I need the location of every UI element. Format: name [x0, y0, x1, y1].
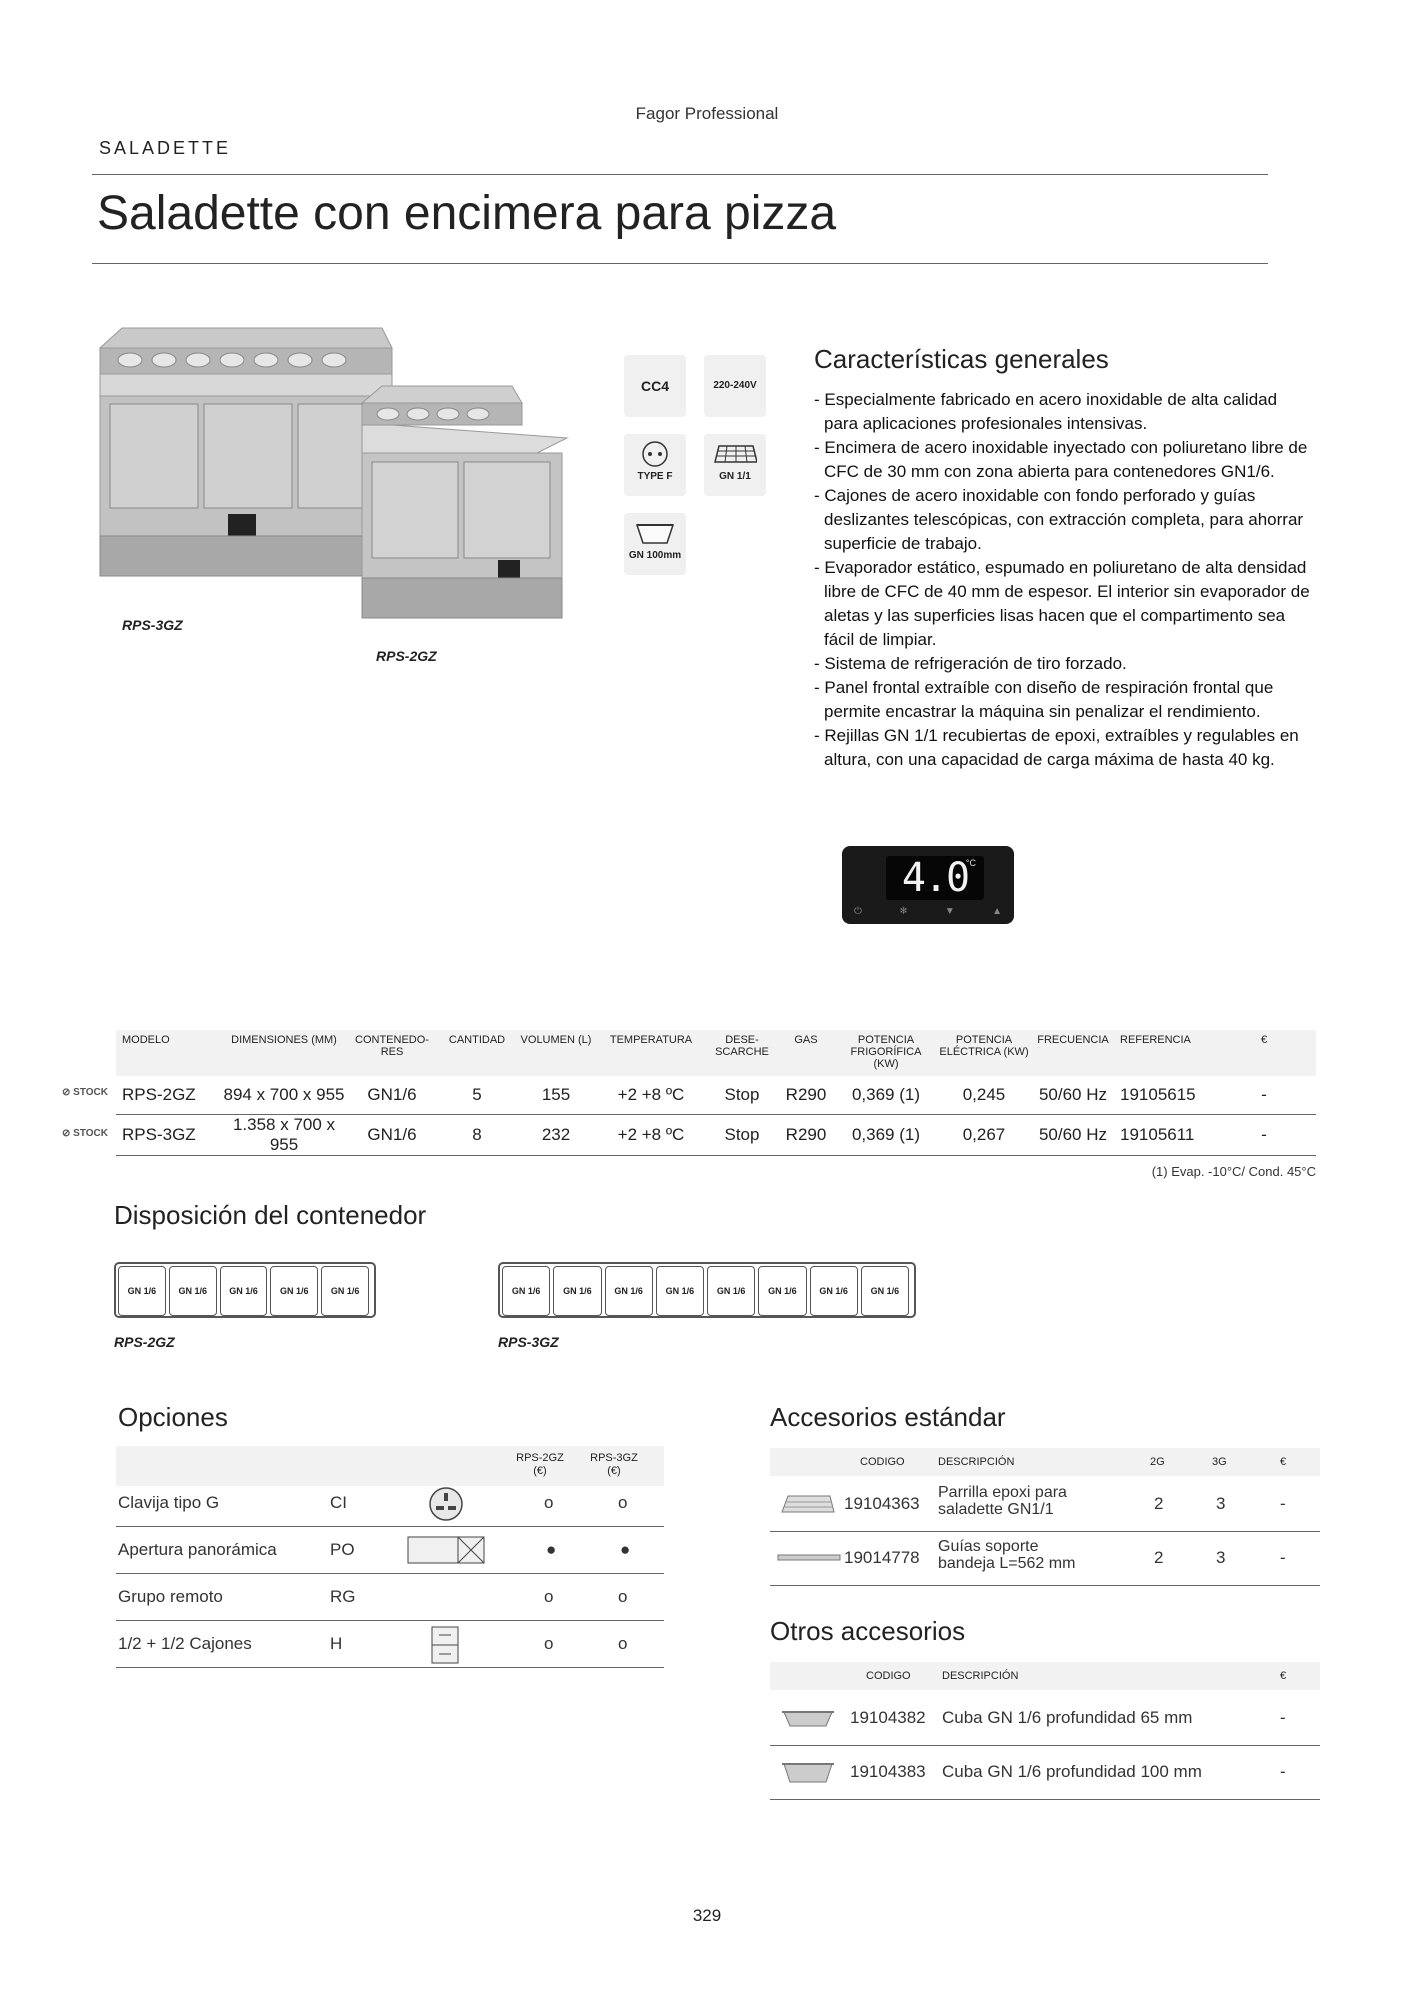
gn-container-cell: GN 1/6	[118, 1266, 166, 1316]
option-name: Apertura panorámica	[118, 1540, 277, 1559]
cell-contenedores: GN1/6	[348, 1115, 436, 1156]
power-icon: ⏻	[854, 906, 862, 917]
options-col-rps-2gz	[510, 1452, 570, 1478]
rps-3gz-image	[100, 328, 392, 576]
option-value-rps-2gz: o	[544, 1493, 554, 1512]
gn11-badge	[704, 434, 766, 496]
spec-header-row	[116, 1030, 1316, 1076]
feature-item: - Sistema de refrigeración de tiro forzado.	[814, 654, 1127, 673]
cell-modelo: RPS-3GZ	[116, 1115, 220, 1156]
cell-cantidad: 5	[436, 1076, 518, 1115]
drawers-icon	[430, 1625, 460, 1665]
option-code: H	[330, 1634, 343, 1653]
cell-referencia: 19105611	[1114, 1115, 1212, 1156]
photo-caption-rps-2gz: RPS-2GZ	[376, 648, 437, 664]
accessory-code: 19014778	[844, 1548, 920, 1567]
col-potencia-frigorifica: POTENCIA FRIGORÍFICA (KW)	[836, 1030, 936, 1076]
gn-container-cell: GN 1/6	[220, 1266, 268, 1316]
uk-plug-icon	[428, 1486, 464, 1522]
cell-potencia-frigorifica: 0,369 (1)	[836, 1076, 936, 1115]
gn-container-cell: GN 1/6	[656, 1266, 704, 1316]
container-layout-rps-2gz	[114, 1262, 376, 1318]
col-temperatura: TEMPERATURA	[594, 1030, 708, 1076]
accessory-price: -	[1280, 1708, 1286, 1727]
cell-contenedores: GN1/6	[348, 1076, 436, 1115]
stock-badge	[62, 1128, 108, 1139]
gn-container-cell: GN 1/6	[169, 1266, 217, 1316]
page-title: Saladette con encimera para pizza	[97, 187, 837, 240]
feature-item: - Evaporador estático, espumado en poliuretano de alta densidad libre de CFC de 40 mm de espesor. El interior sin evaporador de aletas y las superficies lisas hacen que el compartimento sea fácil de limpiar.	[814, 558, 1310, 649]
cell-price: -	[1212, 1115, 1316, 1156]
gastronorm-pan-icon	[633, 519, 677, 547]
tray-runner-icon	[776, 1550, 842, 1566]
stock-icon: ⊘	[62, 1128, 71, 1139]
layout-caption-rps-3gz: RPS-3GZ	[498, 1334, 559, 1350]
stock-badge	[62, 1087, 108, 1098]
col-potencia-electrica: POTENCIA ELÉCTRICA (KW)	[936, 1030, 1032, 1076]
accessory-desc: Cuba GN 1/6 profundidad 65 mm	[942, 1708, 1193, 1727]
accessory-code: 19104363	[844, 1494, 920, 1513]
gn-container-cell: GN 1/6	[810, 1266, 858, 1316]
table-row	[770, 1478, 1320, 1532]
option-name: Clavija tipo G	[118, 1493, 220, 1512]
gn-container-cell: GN 1/6	[270, 1266, 318, 1316]
option-code: PO	[330, 1540, 355, 1559]
cell-temperatura: +2 +8 ºC	[594, 1076, 708, 1115]
table-row	[770, 1746, 1320, 1800]
option-value-rps-2gz: o	[544, 1587, 554, 1606]
cell-referencia: 19105615	[1114, 1076, 1212, 1115]
col-volumen: VOLUMEN (L)	[518, 1030, 594, 1076]
accessory-price: -	[1280, 1762, 1286, 1781]
col-frecuencia: FRECUENCIA	[1032, 1030, 1114, 1076]
col-cantidad: CANTIDAD	[436, 1030, 518, 1076]
cc4-badge: CC4	[624, 355, 686, 417]
layout-caption-rps-2gz: RPS-2GZ	[114, 1334, 175, 1350]
options-col-rps-3gz	[584, 1452, 644, 1478]
page-number: 329	[692, 1906, 722, 1925]
col-contenedores: CONTENEDO-RES	[348, 1030, 436, 1076]
accessory-desc-line: bandeja L=562 mm	[938, 1555, 1076, 1572]
gn11-label: GN 1/1	[719, 471, 751, 482]
col-referencia: REFERENCIA	[1114, 1030, 1212, 1076]
accessory-code: 19104383	[850, 1762, 926, 1781]
col-dimensiones: DIMENSIONES (MM)	[220, 1030, 348, 1076]
features-title: Características generales	[814, 344, 1109, 374]
cell-gas: R290	[776, 1076, 836, 1115]
col-price: €	[1212, 1030, 1316, 1076]
table-row	[116, 1115, 1316, 1156]
stock-icon: ⊘	[62, 1087, 71, 1098]
cell-volumen: 155	[518, 1076, 594, 1115]
gn-container-cell: GN 1/6	[502, 1266, 550, 1316]
divider	[92, 174, 1268, 175]
option-name: Grupo remoto	[118, 1587, 223, 1606]
thermostat-display	[842, 846, 1014, 924]
option-row	[116, 1621, 664, 1668]
cell-dimensiones: 1.358 x 700 x 955	[220, 1115, 348, 1156]
spec-table	[116, 1030, 1316, 1156]
accessory-price: -	[1280, 1548, 1286, 1567]
gastronorm-pan-icon	[780, 1704, 836, 1732]
option-value-rps-2gz: ●	[546, 1540, 557, 1559]
accessory-desc: Cuba GN 1/6 profundidad 100 mm	[942, 1762, 1202, 1781]
options-title: Opciones	[118, 1402, 228, 1432]
option-row	[116, 1480, 664, 1527]
cell-cantidad: 8	[436, 1115, 518, 1156]
cell-modelo: RPS-2GZ	[116, 1076, 220, 1115]
header-price: €	[1280, 1670, 1287, 1682]
product-photo	[92, 298, 582, 628]
feature-item: - Rejillas GN 1/1 recubiertas de epoxi, extraíbles y regulables en altura, con una capacidad de carga máxima de hasta 40 kg.	[814, 726, 1299, 769]
table-row	[770, 1532, 1320, 1586]
gastronorm-pan-icon	[780, 1758, 836, 1786]
accessory-desc	[938, 1484, 1067, 1518]
std-accessories-header	[770, 1448, 1320, 1476]
option-value-rps-3gz: o	[618, 1634, 628, 1653]
options-col-unit: (€)	[607, 1465, 621, 1477]
std-accessories-title: Accesorios estándar	[770, 1402, 1006, 1432]
type-f-badge	[624, 434, 686, 496]
accessory-qty-3g: 3	[1216, 1548, 1226, 1567]
other-accessories-header	[770, 1662, 1320, 1690]
option-value-rps-3gz: o	[618, 1493, 628, 1512]
cell-frecuencia: 50/60 Hz	[1032, 1115, 1114, 1156]
cell-price: -	[1212, 1076, 1316, 1115]
col-gas: GAS	[776, 1030, 836, 1076]
options-col-unit: (€)	[533, 1465, 547, 1477]
option-row	[116, 1574, 664, 1621]
option-value-rps-3gz: o	[618, 1587, 628, 1606]
header-3g: 3G	[1212, 1456, 1227, 1468]
cell-potencia-electrica: 0,245	[936, 1076, 1032, 1115]
gn-container-cell: GN 1/6	[605, 1266, 653, 1316]
cell-frecuencia: 50/60 Hz	[1032, 1076, 1114, 1115]
stock-label: STOCK	[73, 1087, 108, 1098]
feature-item: - Panel frontal extraíble con diseño de respiración frontal que permite encastrar la máquina sin penalizar el rendimiento.	[814, 678, 1274, 721]
snowflake-icon: ❄	[899, 906, 908, 917]
down-arrow-icon: ▼	[944, 906, 955, 917]
accessory-desc-line: Parrilla epoxi para	[938, 1484, 1067, 1501]
cell-temperatura: +2 +8 ºC	[594, 1115, 708, 1156]
cell-dimensiones: 894 x 700 x 955	[220, 1076, 348, 1115]
option-row	[116, 1527, 664, 1574]
feature-item: - Encimera de acero inoxidable inyectado con poliuretano libre de CFC de 30 mm con zona abierta para contenedores GN1/6.	[814, 438, 1308, 481]
accessory-desc	[938, 1538, 1075, 1572]
container-layout-title: Disposición del contenedor	[114, 1200, 427, 1230]
gn-container-cell: GN 1/6	[758, 1266, 806, 1316]
option-value-rps-2gz: o	[544, 1634, 554, 1653]
divider	[92, 263, 1268, 264]
feature-item: - Especialmente fabricado en acero inoxidable de alta calidad para aplicaciones profesionales intensivas.	[814, 390, 1278, 433]
option-code: CI	[330, 1493, 347, 1512]
accessory-desc-line: Guías soporte	[938, 1538, 1039, 1555]
option-value-rps-3gz: ●	[620, 1540, 631, 1559]
option-name: 1/2 + 1/2 Cajones	[118, 1634, 252, 1653]
header-2g: 2G	[1150, 1456, 1165, 1468]
accessory-price: -	[1280, 1494, 1286, 1513]
gn-container-cell: GN 1/6	[707, 1266, 755, 1316]
accessory-qty-2g: 2	[1154, 1548, 1164, 1567]
type-f-label: TYPE F	[637, 471, 673, 482]
col-desescarche: DESE-SCARCHE	[708, 1030, 776, 1076]
options-col-label: RPS-2GZ	[516, 1452, 564, 1464]
cell-potencia-frigorifica: 0,369 (1)	[836, 1115, 936, 1156]
temperature-readout: 4.0	[886, 856, 984, 900]
table-row	[116, 1076, 1316, 1115]
gn100-label: GN 100mm	[628, 550, 682, 561]
accessory-qty-3g: 3	[1216, 1494, 1226, 1513]
brand-name: Fagor Professional	[635, 104, 779, 123]
table-footnote: (1) Evap. -10°C/ Cond. 45°C	[1151, 1164, 1316, 1179]
display-buttons	[854, 906, 1002, 918]
temperature-unit: °C	[965, 858, 976, 868]
features-list	[814, 388, 1314, 772]
cell-desescarche: Stop	[708, 1115, 776, 1156]
header-price: €	[1280, 1456, 1287, 1468]
panoramic-opening-icon	[406, 1535, 486, 1565]
container-layout-rps-3gz	[498, 1262, 916, 1318]
gn-container-cell: GN 1/6	[321, 1266, 369, 1316]
header-desc: DESCRIPCIÓN	[942, 1670, 1019, 1682]
options-col-label: RPS-3GZ	[590, 1452, 638, 1464]
cell-volumen: 232	[518, 1115, 594, 1156]
voltage-badge: 220-240V	[704, 355, 766, 417]
gn-container-cell: GN 1/6	[553, 1266, 601, 1316]
option-code: RG	[330, 1587, 356, 1606]
header-code: CODIGO	[860, 1456, 905, 1468]
photo-caption-rps-3gz: RPS-3GZ	[122, 617, 183, 633]
accessory-code: 19104382	[850, 1708, 926, 1727]
grill-rack-icon	[780, 1490, 836, 1518]
feature-item: - Cajones de acero inoxidable con fondo perforado y guías deslizantes telescópicas, con extracción completa, para ahorrar superficie de trabajo.	[814, 486, 1304, 553]
rps-2gz-image	[362, 386, 567, 618]
gn100-badge	[624, 513, 686, 575]
stock-label: STOCK	[73, 1128, 108, 1139]
accessory-qty-2g: 2	[1154, 1494, 1164, 1513]
accessory-desc-line: saladette GN1/1	[938, 1501, 1054, 1518]
gn-container-cell: GN 1/6	[861, 1266, 909, 1316]
plug-socket-icon	[641, 440, 669, 468]
table-row	[770, 1692, 1320, 1746]
section-tag: SALADETTE	[99, 138, 232, 158]
header-desc: DESCRIPCIÓN	[938, 1456, 1015, 1468]
other-accessories-title: Otros accesorios	[770, 1616, 966, 1646]
cell-gas: R290	[776, 1115, 836, 1156]
col-modelo: MODELO	[116, 1030, 220, 1076]
cell-desescarche: Stop	[708, 1076, 776, 1115]
cell-potencia-electrica: 0,267	[936, 1115, 1032, 1156]
header-code: CODIGO	[866, 1670, 911, 1682]
grill-rack-icon	[713, 442, 757, 468]
up-arrow-icon: ▲	[992, 906, 1002, 917]
